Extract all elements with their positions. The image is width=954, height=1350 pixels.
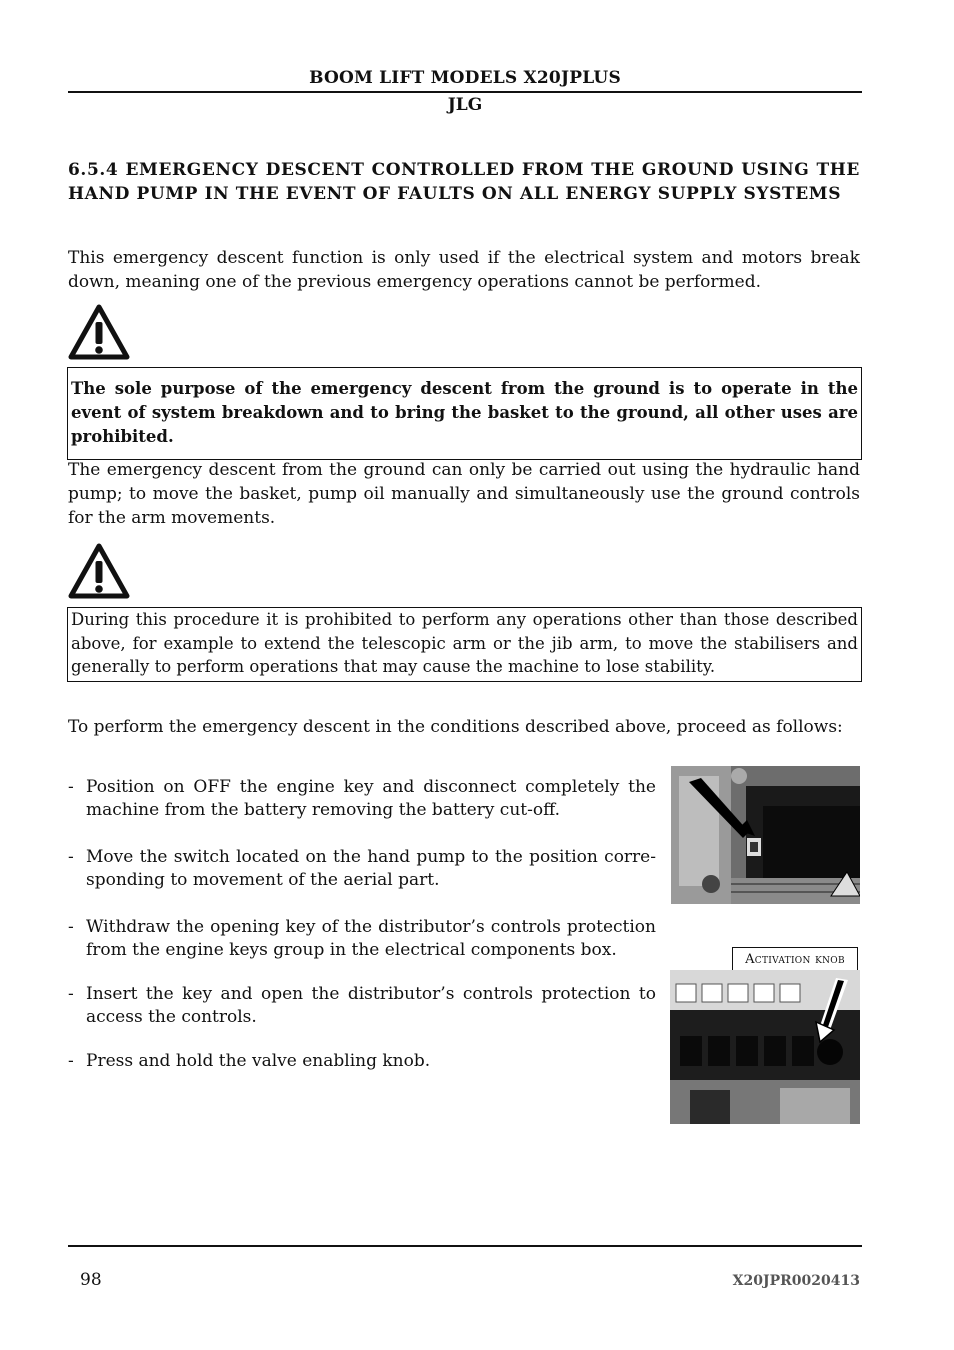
list-item: - Press and hold the valve enabling knob. xyxy=(68,1051,431,1071)
warning-triangle-icon xyxy=(68,304,130,360)
intro-paragraph: This emergency descent function is only used if the electrical system and motors break down, meaning one of the previous emergency operations cannot be performed. xyxy=(68,248,860,292)
list-item: - Move the switch located on the hand pump to the position corre-sponding to movement of the aerial part. xyxy=(68,847,656,890)
figure-caption: Activation knob xyxy=(732,947,858,971)
page-number: 98 xyxy=(80,1270,102,1290)
footer-rule xyxy=(68,1245,862,1247)
list-item: - Withdraw the opening key of the distributor’s controls protection from the engine keys group in the electrical components box. xyxy=(68,917,656,960)
hand-pump-photo xyxy=(671,766,860,904)
hand-pump-paragraph: The emergency descent from the ground can only be carried out using the hydraulic hand pump; to move the basket, pump oil manually and simultaneously use the ground controls for the arm movements. xyxy=(68,460,860,528)
warning-box-sole-purpose: The sole purpose of the emergency descent from the ground is to operate in the event of system breakdown and to bring the basket to the ground, all other uses are prohibited. xyxy=(67,367,862,460)
proceed-paragraph: To perform the emergency descent in the conditions described above, proceed as follows: xyxy=(68,717,843,737)
header-title: BOOM LIFT MODELS X20JPLUS xyxy=(309,68,621,88)
warning-box-prohibited-operations: During this procedure it is prohibited to perform any operations other than those described above, for example to extend the telescopic arm or the jib arm, to move the stabilisers and generally to perform operations that may cause the machine to lose stability. xyxy=(67,607,862,682)
warning-triangle-icon xyxy=(68,543,130,599)
list-item: - Insert the key and open the distributor’s controls protection to access the controls. xyxy=(68,984,656,1027)
header-brand: JLG xyxy=(447,95,483,115)
header-rule xyxy=(68,91,862,93)
section-heading: 6.5.4 EMERGENCY DESCENT CONTROLLED FROM THE GROUND USING THE HAND PUMP IN THE EVENT OF FAULTS ON ALL ENERGY SUPPLY SYSTEMS xyxy=(68,160,860,204)
document-code: X20JPR0020413 xyxy=(732,1273,860,1289)
list-item: - Position on OFF the engine key and disconnect completely the machine from the battery removing the battery cut-off. xyxy=(68,777,656,820)
distributor-controls-photo xyxy=(670,970,860,1124)
